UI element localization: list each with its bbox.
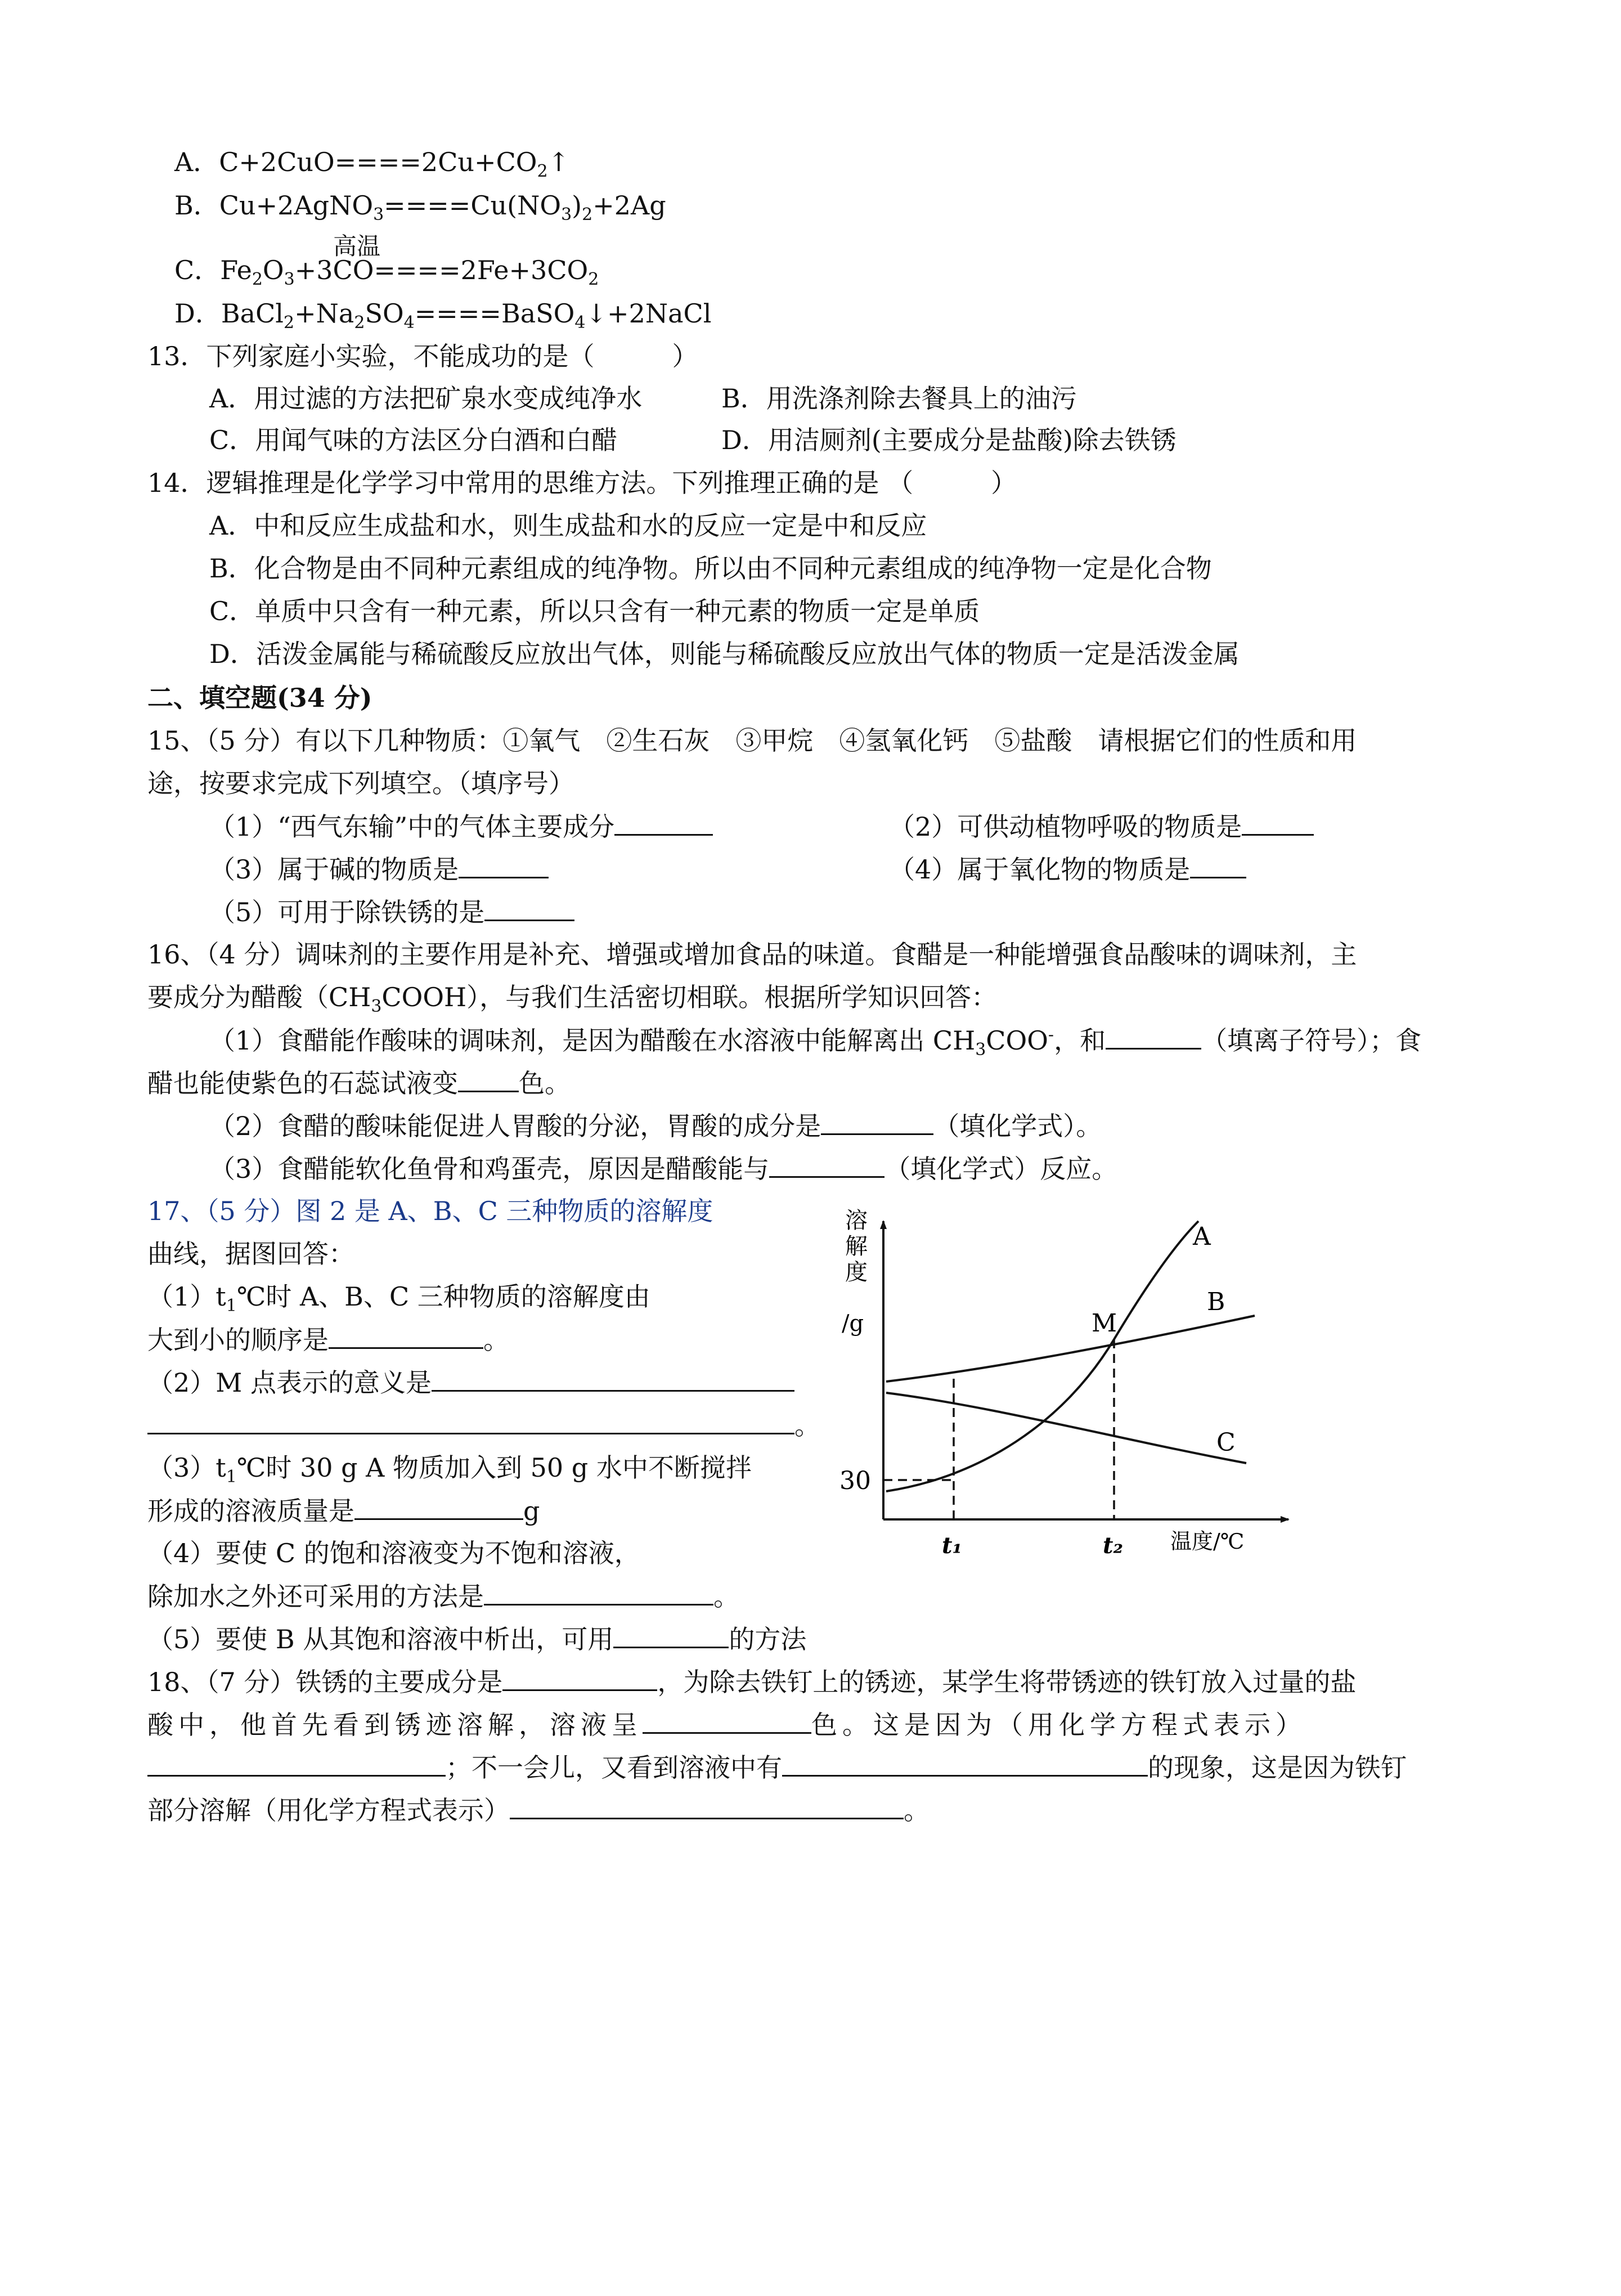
q17-item4: （4）要使 C 的饱和溶液变为不饱和溶液， xyxy=(147,1538,640,1568)
answer-blank[interactable] xyxy=(329,1322,483,1349)
q15-item2: （2）可供动植物呼吸的物质是 xyxy=(889,809,1314,844)
q17-item1-cont: 大到小的顺序是 。 xyxy=(147,1322,509,1357)
q18-line4: 部分溶解（用化学方程式表示） 。 xyxy=(147,1793,930,1827)
q16-line2: 要成分为醋酸$(CH_3COOH)$，与我们生活密切相联。根据所学知识回答： xyxy=(147,982,998,1017)
q12-option-a: A．$C+2CuO====2Cu+CO_2↑$ xyxy=(174,147,570,182)
q18-line3: ；不一会儿，又看到溶液中有 的现象，这是因为铁钉 xyxy=(147,1750,1407,1784)
q18-line1: 18、（7 分）铁锈的主要成分是 ，为除去铁钉上的锈迹，某学生将带锈迹的铁钉放入过量的盐 xyxy=(147,1665,1356,1699)
q16-item1-cont: 醋也能使紫色的石蕊试液变 色。 xyxy=(147,1066,571,1100)
answer-blank[interactable] xyxy=(510,1793,904,1819)
answer-blank[interactable] xyxy=(432,1365,794,1392)
answer-blank[interactable] xyxy=(821,1109,933,1135)
q13-option-c: C．用闻气味的方法区分白酒和白醋 xyxy=(209,425,618,455)
q13-option-a: A．用过滤的方法把矿泉水变成纯净水 xyxy=(209,383,643,414)
answer-blank[interactable] xyxy=(484,1579,713,1606)
q15-line2: 途，按要求完成下列填空。（填序号） xyxy=(147,768,574,799)
q18-line2: 酸中，他首先看到锈迹溶解，溶液呈 色。这是因为（用化学方程式表示） xyxy=(147,1707,1306,1742)
answer-blank[interactable] xyxy=(1190,852,1246,878)
q17-item3: $(3)t_1℃$时 30 g A 物质加入到 50 g 水中不断搅拌 xyxy=(147,1452,752,1487)
answer-blank[interactable] xyxy=(782,1750,1148,1777)
answer-blank[interactable] xyxy=(147,1408,794,1434)
q17-item2: （2）M 点表示的意义是 xyxy=(147,1365,794,1400)
curve-b xyxy=(886,1316,1255,1382)
x-axis-label: 温度/℃ xyxy=(1170,1529,1245,1554)
q14-option-a: A．中和反应生成盐和水，则生成盐和水的反应一定是中和反应 xyxy=(209,510,927,541)
answer-blank[interactable] xyxy=(614,809,713,836)
q17-item5: （5）要使 B 从其饱和溶液中析出，可用 的方法 xyxy=(147,1622,806,1656)
q16-item1: （1）食醋能作酸味的调味剂，是因为醋酸在水溶液中能解离出 $CH_3COO^-$，和 （填离子符号）；食 xyxy=(209,1023,1421,1057)
q17-line1: 17、（5 分）图 2 是 A、B、C 三种物质的溶解度 xyxy=(147,1196,713,1226)
answer-blank[interactable] xyxy=(458,1066,519,1092)
q17-item4-cont: 除加水之外还可采用的方法是 。 xyxy=(147,1579,739,1613)
q15-item3: （3）属于碱的物质是 xyxy=(209,852,549,886)
q15-line1: 15、（5 分）有以下几种物质：①氧气 ②生石灰 ③甲烷 ④氢氧化钙 ⑤盐酸 请根据它们的性质和用 xyxy=(147,725,1357,756)
q13-option-b: B．用洗涤剂除去餐具上的油污 xyxy=(721,383,1077,414)
answer-blank[interactable] xyxy=(147,1750,446,1777)
y-tick-30: 30 xyxy=(839,1467,871,1495)
answer-blank[interactable] xyxy=(459,852,549,878)
answer-blank[interactable] xyxy=(1242,809,1314,836)
y-axis-label-char1: 溶 xyxy=(845,1208,868,1234)
x-tick-t1: t₁ xyxy=(942,1532,962,1559)
answer-blank[interactable] xyxy=(613,1622,729,1648)
section-heading: 二、填空题(34 分) xyxy=(147,683,372,713)
answer-blank[interactable] xyxy=(502,1665,657,1691)
series-label-a: A xyxy=(1193,1222,1211,1251)
q15-item4: （4）属于氧化物的物质是 xyxy=(889,852,1246,886)
q12-option-b: B．$Cu+2AgNO_3====Cu(NO_3)_2+2Ag$ xyxy=(174,190,666,225)
y-axis-unit: /g xyxy=(842,1311,864,1337)
x-tick-t2: t₂ xyxy=(1103,1532,1123,1559)
q12-option-d: D．$BaCl_2+Na_2SO_4====BaSO_4↓+2NaCl$ xyxy=(174,298,712,333)
answer-blank[interactable] xyxy=(643,1707,811,1734)
answer-blank[interactable] xyxy=(354,1494,523,1520)
curve-c xyxy=(886,1393,1246,1463)
answer-blank[interactable] xyxy=(1106,1023,1201,1050)
series-label-b: B xyxy=(1207,1288,1225,1316)
q12-option-c: C．$Fe_2O_3+3CO====2Fe+3CO_2$ xyxy=(174,255,599,290)
point-m-label: M xyxy=(1092,1309,1117,1338)
q17-item1: $(1)t_1℃$时 A、B、C 三种物质的溶解度由 xyxy=(147,1281,650,1316)
answer-blank[interactable] xyxy=(769,1151,884,1178)
q17-item3-cont: 形成的溶液质量是 g xyxy=(147,1494,540,1528)
q13-option-d: D．用洁厕剂(主要成分是盐酸)除去铁锈 xyxy=(721,425,1177,455)
q16-line1: 16、（4 分）调味剂的主要作用是补充、增强或增加食品的味道。食醋是一种能增强食品酸味的调味剂，主 xyxy=(147,939,1357,970)
q16-item2: （2）食醋的酸味能促进人胃酸的分泌，胃酸的成分是 （填化学式）。 xyxy=(209,1109,1102,1143)
q16-item3: （3）食醋能软化鱼骨和鸡蛋壳，原因是醋酸能与 （填化学式）反应。 xyxy=(209,1151,1117,1186)
q13-stem: 13．下列家庭小实验，不能成功的是（ ） xyxy=(147,341,698,371)
q17-item2-cont: 。 xyxy=(147,1408,820,1442)
q17-line2: 曲线，据图回答： xyxy=(147,1239,354,1269)
curve-a xyxy=(886,1221,1198,1491)
y-axis-label-char2: 解 xyxy=(845,1234,868,1259)
series-label-c: C xyxy=(1216,1428,1236,1457)
q12-option-c-condition: 高温 xyxy=(333,232,381,260)
q14-option-c: C．单质中只含有一种元素，所以只含有一种元素的物质一定是单质 xyxy=(209,596,980,626)
q14-stem: 14．逻辑推理是化学学习中常用的思维方法。下列推理正确的是 （ ） xyxy=(147,468,1017,498)
q14-option-d: D．活泼金属能与稀硫酸反应放出气体，则能与稀硫酸反应放出气体的物质一定是活泼金属 xyxy=(209,639,1240,669)
y-axis-label-char3: 度 xyxy=(845,1259,868,1285)
q14-option-b: B．化合物是由不同种元素组成的纯净物。所以由不同种元素组成的纯净物一定是化合物 xyxy=(209,553,1212,584)
solubility-chart xyxy=(810,1199,1305,1559)
q15-item5: （5）可用于除铁锈的是 xyxy=(209,895,574,929)
answer-blank[interactable] xyxy=(484,895,574,921)
q15-item1: （1）“西气东输”中的气体主要成分 xyxy=(209,809,713,844)
